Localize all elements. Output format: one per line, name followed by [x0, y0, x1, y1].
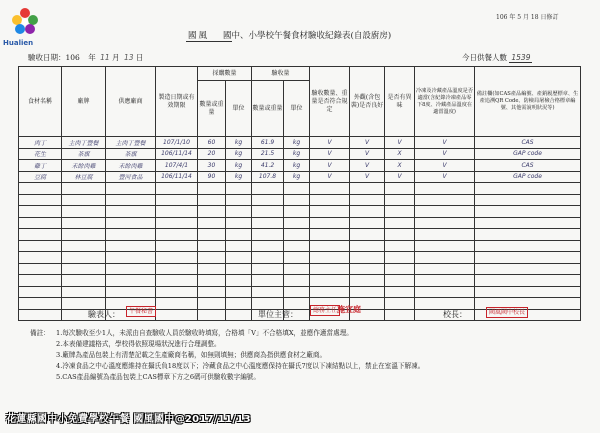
cell-match: V	[310, 148, 350, 160]
cell-temp	[415, 263, 475, 275]
cell-brand	[62, 217, 106, 229]
cell-remarks	[475, 240, 581, 252]
cell-unit-r	[284, 240, 310, 252]
cell-match	[310, 183, 350, 195]
cell-package: V	[350, 137, 385, 149]
cell-package	[350, 194, 385, 206]
cell-brand	[62, 286, 106, 298]
cell-date	[156, 240, 198, 252]
table-body	[19, 137, 581, 321]
cell-supplier	[106, 286, 156, 298]
table-row	[19, 137, 581, 149]
cell-package	[350, 183, 385, 195]
cell-temp: V	[415, 171, 475, 183]
cell-ingredient	[19, 206, 62, 218]
cell-unit-r: kg	[284, 160, 310, 172]
table-row	[19, 217, 581, 229]
cell-supplier	[106, 275, 156, 287]
cell-date	[156, 206, 198, 218]
cell-unit-r	[284, 194, 310, 206]
cell-ingredient	[19, 275, 62, 287]
cell-qty-p: 90	[198, 171, 226, 183]
cell-unit-p	[226, 229, 252, 241]
cell-qty-p	[198, 252, 226, 264]
supply-count-value: 1539	[511, 53, 531, 62]
inspection-date-label: 驗收日期：106	[28, 53, 80, 62]
table-row	[19, 286, 581, 298]
cell-brand	[62, 194, 106, 206]
cell-date	[156, 217, 198, 229]
col-remarks: 備註欄(如CAS產品編號、產銷履歷標章、生產追溯QR Code、防檢局屠檢合格標章編號、其他需說明狀況等)	[475, 67, 581, 137]
cell-brand	[62, 263, 106, 275]
cell-odor	[385, 263, 415, 275]
cell-remarks	[475, 263, 581, 275]
cell-temp: V	[415, 148, 475, 160]
cell-date: 106/11/14	[156, 171, 198, 183]
table-row	[19, 206, 581, 218]
cell-unit-r	[284, 275, 310, 287]
cell-unit-r: kg	[284, 137, 310, 149]
inspection-table	[18, 66, 581, 321]
unit-head-label: 單位主管：	[258, 310, 298, 319]
cell-ingredient	[19, 194, 62, 206]
cell-brand: 主肉丁豐餐	[62, 137, 106, 149]
cell-odor	[385, 183, 415, 195]
cell-supplier: 主肉丁豐餐	[106, 137, 156, 149]
cell-qty-r: 107.8	[252, 171, 284, 183]
col-brand: 廠牌	[62, 67, 106, 137]
cell-remarks: CAS	[475, 137, 581, 149]
cell-temp	[415, 240, 475, 252]
cell-date: 107/1/10	[156, 137, 198, 149]
cell-match: V	[310, 137, 350, 149]
cell-odor: X	[385, 148, 415, 160]
table-row	[19, 194, 581, 206]
cell-match	[310, 240, 350, 252]
cell-ingredient: 花生	[19, 148, 62, 160]
cell-odor	[385, 252, 415, 264]
cell-qty-p	[198, 217, 226, 229]
cell-date	[156, 194, 198, 206]
col-package: 外觀(含包裝)是否良好	[350, 67, 385, 137]
col-unit-receipt: 單位	[284, 81, 310, 137]
inspector-label: 驗表人：	[88, 310, 120, 319]
cell-unit-r	[284, 263, 310, 275]
cell-package: V	[350, 160, 385, 172]
cell-ingredient	[19, 183, 62, 195]
cell-match	[310, 194, 350, 206]
note-item: 5.CAS產品編號為產品包裝上CAS標章下方之6碼可供驗收數字編號。	[56, 373, 260, 381]
signature-row	[18, 302, 580, 326]
cell-brand: 禾餘肉雞	[62, 160, 106, 172]
cell-temp	[415, 252, 475, 264]
table-row	[19, 183, 581, 195]
notes-label: 備註：	[30, 329, 50, 337]
cell-unit-r	[284, 229, 310, 241]
cell-match	[310, 286, 350, 298]
cell-ingredient	[19, 263, 62, 275]
cell-ingredient	[19, 286, 62, 298]
cell-unit-r	[284, 206, 310, 218]
table-row	[19, 171, 581, 183]
form-title-text: 國中、小學校午餐食材驗收紀錄表(自設廚房)	[223, 31, 392, 41]
cell-supplier	[106, 194, 156, 206]
cell-package	[350, 263, 385, 275]
note-item: 3.廠牌為產品包裝上有清楚記載之生產廠商名稱，如無則填無；供應商為指供應食材之廠商。	[56, 351, 327, 359]
cell-qty-r: 21.5	[252, 148, 284, 160]
col-date: 製造日期或有效期限	[156, 67, 198, 137]
cell-supplier	[106, 240, 156, 252]
cell-unit-p	[226, 206, 252, 218]
cell-qty-p	[198, 183, 226, 195]
unit-head-stamp-name: 施宜庭	[337, 304, 361, 314]
cell-remarks	[475, 206, 581, 218]
note-item: 1.每次驗收至少1人，未派由自查驗收人員於驗收時填寫，合格填「V」不合格填X，並應作適當處理。	[56, 329, 353, 337]
cell-supplier	[106, 206, 156, 218]
cell-unit-p	[226, 275, 252, 287]
cell-supplier: 茶旗	[106, 148, 156, 160]
month-mark: 月	[112, 53, 120, 62]
cell-remarks	[475, 183, 581, 195]
cell-temp	[415, 194, 475, 206]
cell-qty-p	[198, 206, 226, 218]
inspection-day: 13	[123, 53, 134, 62]
cell-unit-r	[284, 286, 310, 298]
cell-match: V	[310, 160, 350, 172]
cell-unit-p	[226, 252, 252, 264]
cell-qty-r	[252, 240, 284, 252]
cell-qty-p: 60	[198, 137, 226, 149]
cell-package	[350, 252, 385, 264]
cell-temp	[415, 217, 475, 229]
cell-date	[156, 263, 198, 275]
cell-unit-r: kg	[284, 148, 310, 160]
cell-brand	[62, 252, 106, 264]
cell-match	[310, 229, 350, 241]
cell-ingredient: 豆腐	[19, 171, 62, 183]
cell-package: V	[350, 148, 385, 160]
cell-odor	[385, 240, 415, 252]
day-mark: 日	[135, 53, 144, 62]
cell-qty-r	[252, 275, 284, 287]
cell-unit-p: kg	[226, 171, 252, 183]
note-item: 2.本表備建議格式，學校得依照現場狀況進行合理調整。	[56, 340, 221, 348]
notes-section	[30, 328, 585, 383]
cell-supplier	[106, 217, 156, 229]
cell-unit-p	[226, 240, 252, 252]
cell-remarks	[475, 194, 581, 206]
table-row	[19, 263, 581, 275]
cell-brand: 林豆腐	[62, 171, 106, 183]
cell-package	[350, 275, 385, 287]
cell-match	[310, 275, 350, 287]
cell-odor	[385, 206, 415, 218]
cell-qty-p	[198, 229, 226, 241]
cell-unit-p	[226, 217, 252, 229]
cell-match	[310, 263, 350, 275]
cell-unit-p	[226, 286, 252, 298]
note-item: 4.冷凍食品之中心溫度應維持在攝氏負18度以下；冷藏食品之中心溫度應保持在攝氏7度以下凍結點以上，禁止在室溫下解凍。	[56, 362, 425, 370]
table-row	[19, 240, 581, 252]
unit-head-stamp-title: 總務主任	[310, 305, 340, 316]
cell-qty-r	[252, 263, 284, 275]
cell-date	[156, 183, 198, 195]
cell-unit-p	[226, 263, 252, 275]
col-unit-purchase: 單位	[226, 81, 252, 137]
cell-unit-r	[284, 217, 310, 229]
cell-supplier: 禾餘肉雞	[106, 160, 156, 172]
table-row	[19, 252, 581, 264]
cell-package: V	[350, 171, 385, 183]
school-name: 國風	[188, 31, 210, 41]
cell-date	[156, 286, 198, 298]
cell-brand	[62, 206, 106, 218]
supply-count	[462, 52, 532, 63]
cell-qty-p	[198, 240, 226, 252]
cell-supplier	[106, 183, 156, 195]
cell-qty-r	[252, 229, 284, 241]
cell-odor: V	[385, 171, 415, 183]
cell-unit-r	[284, 252, 310, 264]
cell-date	[156, 252, 198, 264]
principal-stamp: 國風國中校長	[486, 307, 528, 318]
footer-caption: 花蓮縣國中小免費學校午餐 國風國中@2017/11/13	[6, 414, 251, 425]
cell-qty-r	[252, 252, 284, 264]
col-ingredient: 食材名稱	[19, 67, 62, 137]
col-supplier: 供應廠商	[106, 67, 156, 137]
col-qty-purchase: 數量或重量	[198, 81, 226, 137]
cell-remarks: GAP code	[475, 171, 581, 183]
cell-temp	[415, 229, 475, 241]
cell-unit-p	[226, 194, 252, 206]
cell-odor	[385, 275, 415, 287]
cell-remarks: CAS	[475, 160, 581, 172]
cell-remarks	[475, 286, 581, 298]
group-purchase: 採購數量	[198, 67, 252, 81]
cell-match	[310, 206, 350, 218]
cell-qty-p	[198, 194, 226, 206]
cell-match	[310, 217, 350, 229]
inspector-stamp: 午餐秘書	[126, 306, 156, 317]
cell-qty-p: 20	[198, 148, 226, 160]
cell-qty-p	[198, 286, 226, 298]
cell-brand	[62, 275, 106, 287]
cell-odor	[385, 229, 415, 241]
table-row	[19, 160, 581, 172]
cell-odor	[385, 217, 415, 229]
cell-qty-p: 30	[198, 160, 226, 172]
cell-temp	[415, 275, 475, 287]
cell-qty-r: 41.2	[252, 160, 284, 172]
cell-temp	[415, 206, 475, 218]
cell-odor: X	[385, 160, 415, 172]
inspection-date	[28, 52, 143, 63]
cell-ingredient	[19, 240, 62, 252]
cell-qty-r	[252, 286, 284, 298]
school-underline	[186, 41, 232, 42]
cell-package	[350, 217, 385, 229]
table-row	[19, 275, 581, 287]
principal-label: 校長：	[443, 310, 467, 319]
supply-count-label: 今日供餐人數	[462, 53, 507, 62]
col-match: 驗收數量、重量是否符合規定	[310, 67, 350, 137]
cell-supplier	[106, 263, 156, 275]
cell-temp	[415, 286, 475, 298]
cell-qty-r	[252, 206, 284, 218]
cell-brand	[62, 229, 106, 241]
cell-date: 106/11/14	[156, 148, 198, 160]
cell-supplier	[106, 252, 156, 264]
cell-qty-p	[198, 275, 226, 287]
cell-remarks	[475, 217, 581, 229]
cell-qty-r: 61.9	[252, 137, 284, 149]
form-title	[188, 29, 391, 41]
cell-date: 107/4/1	[156, 160, 198, 172]
cell-odor: V	[385, 137, 415, 149]
cell-package	[350, 240, 385, 252]
cell-remarks	[475, 229, 581, 241]
cell-unit-p: kg	[226, 160, 252, 172]
table-row	[19, 229, 581, 241]
cell-date	[156, 229, 198, 241]
cell-ingredient	[19, 229, 62, 241]
cell-odor	[385, 286, 415, 298]
cell-qty-r	[252, 183, 284, 195]
cell-supplier: 豐河食品	[106, 171, 156, 183]
col-temp: 冷凍及冷藏產品溫度是否適當(含紀錄冷凍產品零下8度、冷藏產品溫度在適當溫度)	[415, 67, 475, 137]
cell-ingredient: 雞丁	[19, 160, 62, 172]
cell-package	[350, 286, 385, 298]
cell-match: V	[310, 171, 350, 183]
table-row	[19, 148, 581, 160]
cell-odor	[385, 194, 415, 206]
cell-temp	[415, 183, 475, 195]
cell-match	[310, 252, 350, 264]
cell-ingredient	[19, 217, 62, 229]
cell-unit-p: kg	[226, 148, 252, 160]
cell-remarks	[475, 275, 581, 287]
year-mark: 年	[88, 53, 96, 62]
revision-date: 106 年 5 月 18 日修訂	[496, 14, 559, 21]
cell-package	[350, 206, 385, 218]
cell-temp: V	[415, 160, 475, 172]
cell-ingredient: 肉丁	[19, 137, 62, 149]
cell-ingredient	[19, 252, 62, 264]
cell-unit-r	[284, 183, 310, 195]
cell-qty-r	[252, 194, 284, 206]
cell-brand: 茶旗	[62, 148, 106, 160]
cell-brand	[62, 240, 106, 252]
col-qty-receipt: 數量或重量	[252, 81, 284, 137]
cell-temp: V	[415, 137, 475, 149]
cell-qty-r	[252, 217, 284, 229]
cell-brand	[62, 183, 106, 195]
cell-remarks: GAP code	[475, 148, 581, 160]
hualien-logo-icon	[8, 4, 42, 44]
inspection-month: 11	[100, 53, 110, 62]
group-receipt: 驗收量	[252, 67, 310, 81]
col-odor: 是否有異味	[385, 67, 415, 137]
cell-package	[350, 229, 385, 241]
cell-unit-p: kg	[226, 137, 252, 149]
cell-qty-p	[198, 263, 226, 275]
cell-unit-r: kg	[284, 171, 310, 183]
logo-text: Hualien	[3, 39, 34, 47]
cell-unit-p	[226, 183, 252, 195]
cell-supplier	[106, 229, 156, 241]
cell-date	[156, 275, 198, 287]
cell-remarks	[475, 252, 581, 264]
